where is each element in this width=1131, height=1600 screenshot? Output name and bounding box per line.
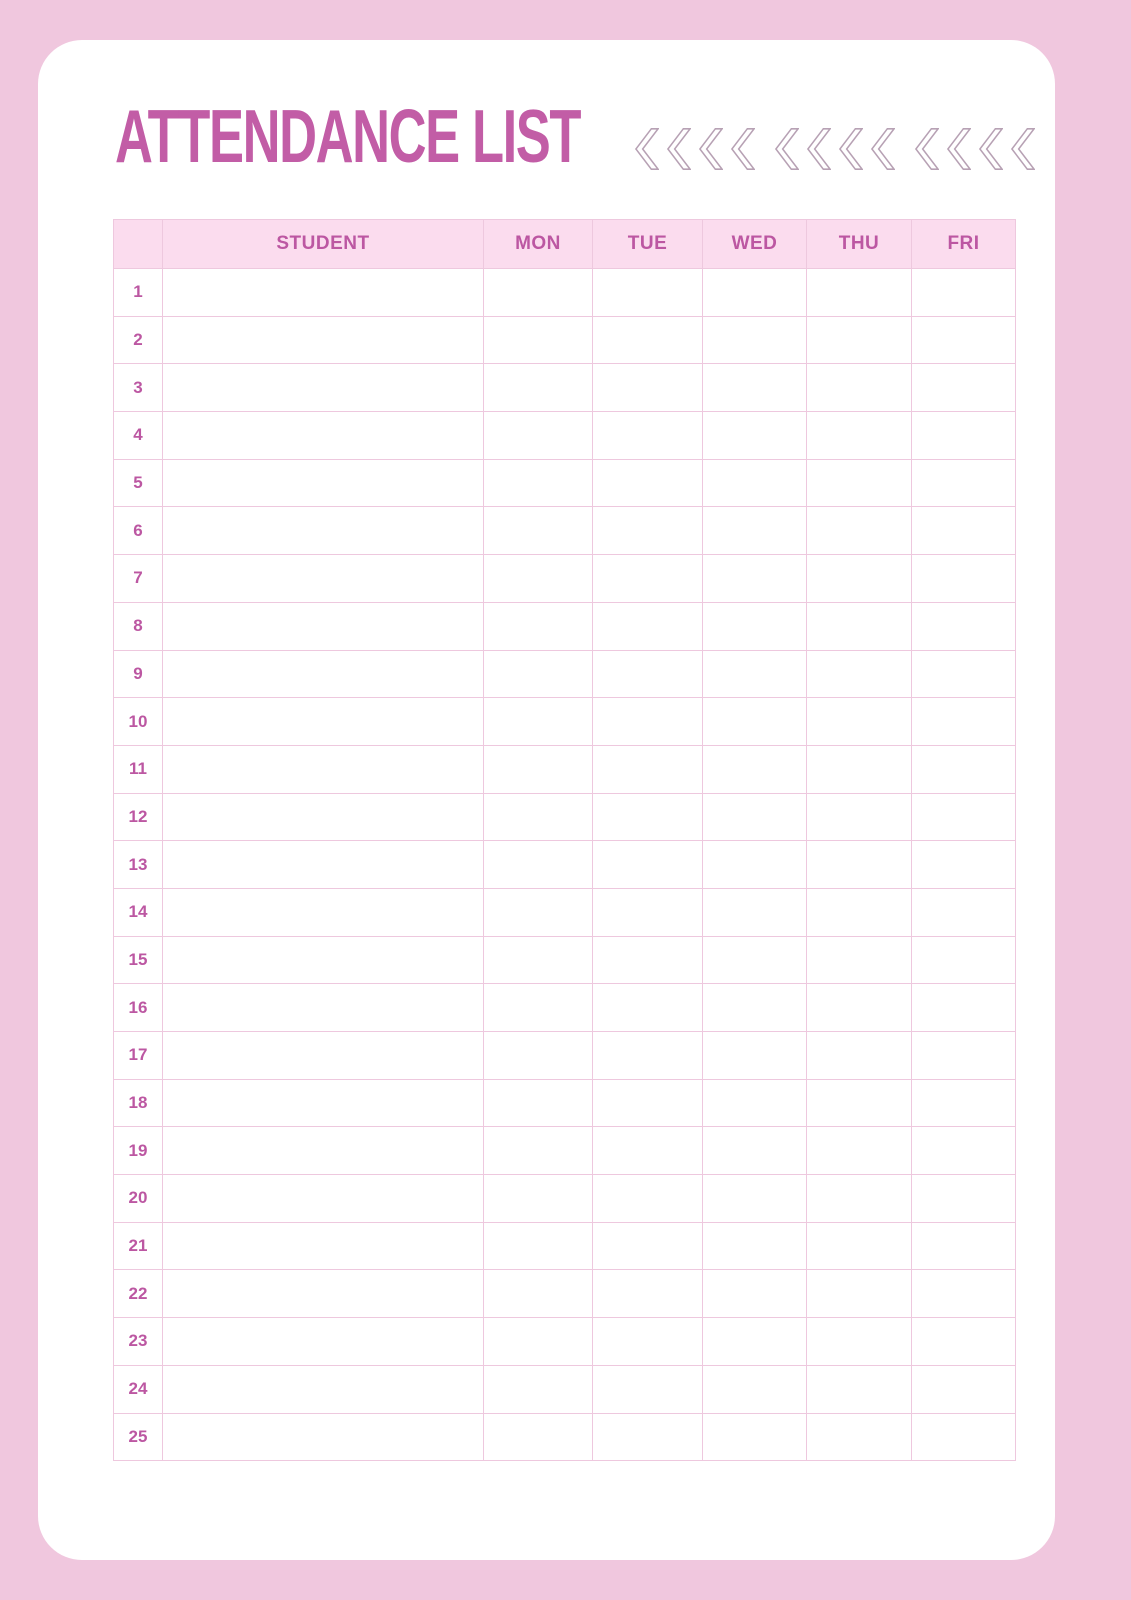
wed-cell: [703, 698, 807, 746]
chevron-left-icon: [730, 127, 755, 171]
table-row: [114, 602, 1016, 650]
mon-cell: [484, 269, 593, 317]
fri-cell: [912, 602, 1016, 650]
tue-cell: [593, 602, 703, 650]
tue-cell: [593, 745, 703, 793]
wed-cell: [703, 1222, 807, 1270]
chevron-left-icon: [634, 127, 659, 171]
student-cell: [163, 698, 484, 746]
row-number-cell: 22: [114, 1270, 163, 1318]
tue-cell: [593, 269, 703, 317]
tue-cell: [593, 1222, 703, 1270]
student-cell: [163, 936, 484, 984]
row-number-cell: 3: [114, 364, 163, 412]
row-number-cell: 20: [114, 1175, 163, 1223]
thu-cell: [807, 1365, 912, 1413]
table-row: [114, 364, 1016, 412]
mon-cell: [484, 602, 593, 650]
fri-cell: [912, 1318, 1016, 1366]
tue-cell: [593, 1413, 703, 1461]
row-number-cell: 16: [114, 984, 163, 1032]
row-number-cell: 17: [114, 1032, 163, 1080]
table-row: [114, 316, 1016, 364]
student-cell: [163, 412, 484, 460]
thu-cell: [807, 364, 912, 412]
thu-cell: [807, 1222, 912, 1270]
wed-cell: [703, 1270, 807, 1318]
chevron-left-icon: [698, 127, 723, 171]
tue-cell: [593, 650, 703, 698]
mon-cell: [484, 1175, 593, 1223]
thu-cell: [807, 1270, 912, 1318]
fri-cell: [912, 745, 1016, 793]
wed-cell: [703, 364, 807, 412]
thu-cell: [807, 745, 912, 793]
column-header-number: [114, 220, 163, 269]
tue-cell: [593, 1079, 703, 1127]
thu-cell: [807, 507, 912, 555]
wed-cell: [703, 1365, 807, 1413]
mon-cell: [484, 1413, 593, 1461]
mon-cell: [484, 555, 593, 603]
row-number-cell: 10: [114, 698, 163, 746]
student-cell: [163, 1413, 484, 1461]
wed-cell: [703, 650, 807, 698]
tue-cell: [593, 793, 703, 841]
student-cell: [163, 745, 484, 793]
wed-cell: [703, 507, 807, 555]
student-cell: [163, 1079, 484, 1127]
table-row: [114, 745, 1016, 793]
wed-cell: [703, 984, 807, 1032]
fri-cell: [912, 507, 1016, 555]
student-cell: [163, 650, 484, 698]
row-number-cell: 21: [114, 1222, 163, 1270]
wed-cell: [703, 841, 807, 889]
tue-cell: [593, 507, 703, 555]
mon-cell: [484, 698, 593, 746]
mon-cell: [484, 1222, 593, 1270]
fri-cell: [912, 1222, 1016, 1270]
student-cell: [163, 364, 484, 412]
table-row: [114, 650, 1016, 698]
thu-cell: [807, 412, 912, 460]
thu-cell: [807, 459, 912, 507]
chevron-left-icon: [870, 127, 895, 171]
tue-cell: [593, 841, 703, 889]
thu-cell: [807, 984, 912, 1032]
student-cell: [163, 602, 484, 650]
wed-cell: [703, 269, 807, 317]
tue-cell: [593, 698, 703, 746]
table-row: [114, 1222, 1016, 1270]
wed-cell: [703, 793, 807, 841]
fri-cell: [912, 555, 1016, 603]
column-header-mon: MON: [484, 220, 593, 269]
tue-cell: [593, 1365, 703, 1413]
tue-cell: [593, 984, 703, 1032]
tue-cell: [593, 1127, 703, 1175]
page-title: ATTENDANCE LIST: [115, 94, 581, 178]
wed-cell: [703, 316, 807, 364]
chevron-decoration: [634, 127, 1035, 171]
wed-cell: [703, 1413, 807, 1461]
attendance-table: [113, 219, 1016, 1461]
table-row: [114, 555, 1016, 603]
table-row: [114, 412, 1016, 460]
row-number-cell: 18: [114, 1079, 163, 1127]
mon-cell: [484, 1032, 593, 1080]
thu-cell: [807, 650, 912, 698]
tue-cell: [593, 1175, 703, 1223]
thu-cell: [807, 936, 912, 984]
column-header-thu: THU: [807, 220, 912, 269]
row-number-cell: 4: [114, 412, 163, 460]
chevron-left-icon: [914, 127, 939, 171]
row-number-cell: 13: [114, 841, 163, 889]
student-cell: [163, 269, 484, 317]
mon-cell: [484, 364, 593, 412]
tue-cell: [593, 459, 703, 507]
mon-cell: [484, 793, 593, 841]
mon-cell: [484, 412, 593, 460]
wed-cell: [703, 745, 807, 793]
chevron-left-icon: [838, 127, 863, 171]
row-number-cell: 12: [114, 793, 163, 841]
mon-cell: [484, 745, 593, 793]
mon-cell: [484, 841, 593, 889]
mon-cell: [484, 507, 593, 555]
chevron-left-icon: [978, 127, 1003, 171]
student-cell: [163, 888, 484, 936]
student-cell: [163, 1222, 484, 1270]
wed-cell: [703, 459, 807, 507]
row-number-cell: 19: [114, 1127, 163, 1175]
student-cell: [163, 1365, 484, 1413]
student-cell: [163, 1032, 484, 1080]
table-row: [114, 888, 1016, 936]
fri-cell: [912, 984, 1016, 1032]
table-row: [114, 936, 1016, 984]
fri-cell: [912, 1175, 1016, 1223]
mon-cell: [484, 1318, 593, 1366]
fri-cell: [912, 1032, 1016, 1080]
column-header-tue: TUE: [593, 220, 703, 269]
student-cell: [163, 984, 484, 1032]
table-row: [114, 1270, 1016, 1318]
table-row: [114, 459, 1016, 507]
fri-cell: [912, 841, 1016, 889]
column-header-student: STUDENT: [163, 220, 484, 269]
thu-cell: [807, 1079, 912, 1127]
document-card: [38, 40, 1055, 1560]
thu-cell: [807, 1127, 912, 1175]
wed-cell: [703, 1175, 807, 1223]
thu-cell: [807, 269, 912, 317]
table-row: [114, 507, 1016, 555]
mon-cell: [484, 936, 593, 984]
fri-cell: [912, 1365, 1016, 1413]
chevron-group: [634, 127, 755, 171]
table-row: [114, 1318, 1016, 1366]
chevron-group: [914, 127, 1035, 171]
row-number-cell: 11: [114, 745, 163, 793]
thu-cell: [807, 1318, 912, 1366]
thu-cell: [807, 555, 912, 603]
tue-cell: [593, 316, 703, 364]
column-header-fri: FRI: [912, 220, 1016, 269]
fri-cell: [912, 936, 1016, 984]
wed-cell: [703, 1032, 807, 1080]
chevron-group: [774, 127, 895, 171]
fri-cell: [912, 650, 1016, 698]
table-row: [114, 1365, 1016, 1413]
fri-cell: [912, 316, 1016, 364]
table-row: [114, 841, 1016, 889]
row-number-cell: 9: [114, 650, 163, 698]
column-header-wed: WED: [703, 220, 807, 269]
fri-cell: [912, 1079, 1016, 1127]
fri-cell: [912, 698, 1016, 746]
mon-cell: [484, 1079, 593, 1127]
row-number-cell: 8: [114, 602, 163, 650]
chevron-left-icon: [666, 127, 691, 171]
row-number-cell: 24: [114, 1365, 163, 1413]
thu-cell: [807, 793, 912, 841]
row-number-cell: 7: [114, 555, 163, 603]
mon-cell: [484, 650, 593, 698]
fri-cell: [912, 459, 1016, 507]
wed-cell: [703, 888, 807, 936]
row-number-cell: 1: [114, 269, 163, 317]
mon-cell: [484, 1365, 593, 1413]
student-cell: [163, 1127, 484, 1175]
wed-cell: [703, 1079, 807, 1127]
student-cell: [163, 793, 484, 841]
table-row: [114, 1175, 1016, 1223]
tue-cell: [593, 888, 703, 936]
fri-cell: [912, 412, 1016, 460]
fri-cell: [912, 364, 1016, 412]
row-number-cell: 14: [114, 888, 163, 936]
wed-cell: [703, 555, 807, 603]
table-row: [114, 1032, 1016, 1080]
mon-cell: [484, 459, 593, 507]
fri-cell: [912, 1413, 1016, 1461]
table-row: [114, 269, 1016, 317]
student-cell: [163, 507, 484, 555]
tue-cell: [593, 936, 703, 984]
student-cell: [163, 841, 484, 889]
thu-cell: [807, 888, 912, 936]
table-row: [114, 793, 1016, 841]
mon-cell: [484, 1127, 593, 1175]
wed-cell: [703, 412, 807, 460]
fri-cell: [912, 793, 1016, 841]
row-number-cell: 2: [114, 316, 163, 364]
row-number-cell: 15: [114, 936, 163, 984]
tue-cell: [593, 1032, 703, 1080]
mon-cell: [484, 1270, 593, 1318]
chevron-left-icon: [946, 127, 971, 171]
table-row: [114, 984, 1016, 1032]
tue-cell: [593, 555, 703, 603]
wed-cell: [703, 936, 807, 984]
thu-cell: [807, 602, 912, 650]
student-cell: [163, 555, 484, 603]
row-number-cell: 6: [114, 507, 163, 555]
student-cell: [163, 459, 484, 507]
wed-cell: [703, 1318, 807, 1366]
table-body: [114, 269, 1016, 1461]
row-number-cell: 25: [114, 1413, 163, 1461]
table-row: [114, 1127, 1016, 1175]
table-header-row: [114, 220, 1016, 269]
row-number-cell: 23: [114, 1318, 163, 1366]
table-row: [114, 1079, 1016, 1127]
row-number-cell: 5: [114, 459, 163, 507]
tue-cell: [593, 1270, 703, 1318]
mon-cell: [484, 316, 593, 364]
tue-cell: [593, 1318, 703, 1366]
chevron-left-icon: [774, 127, 799, 171]
tue-cell: [593, 412, 703, 460]
wed-cell: [703, 1127, 807, 1175]
thu-cell: [807, 698, 912, 746]
thu-cell: [807, 841, 912, 889]
chevron-left-icon: [806, 127, 831, 171]
wed-cell: [703, 602, 807, 650]
fri-cell: [912, 1270, 1016, 1318]
thu-cell: [807, 1413, 912, 1461]
thu-cell: [807, 1175, 912, 1223]
fri-cell: [912, 1127, 1016, 1175]
fri-cell: [912, 888, 1016, 936]
table-row: [114, 698, 1016, 746]
thu-cell: [807, 316, 912, 364]
mon-cell: [484, 888, 593, 936]
student-cell: [163, 316, 484, 364]
student-cell: [163, 1270, 484, 1318]
student-cell: [163, 1175, 484, 1223]
mon-cell: [484, 984, 593, 1032]
student-cell: [163, 1318, 484, 1366]
table-row: [114, 1413, 1016, 1461]
tue-cell: [593, 364, 703, 412]
thu-cell: [807, 1032, 912, 1080]
chevron-left-icon: [1010, 127, 1035, 171]
fri-cell: [912, 269, 1016, 317]
